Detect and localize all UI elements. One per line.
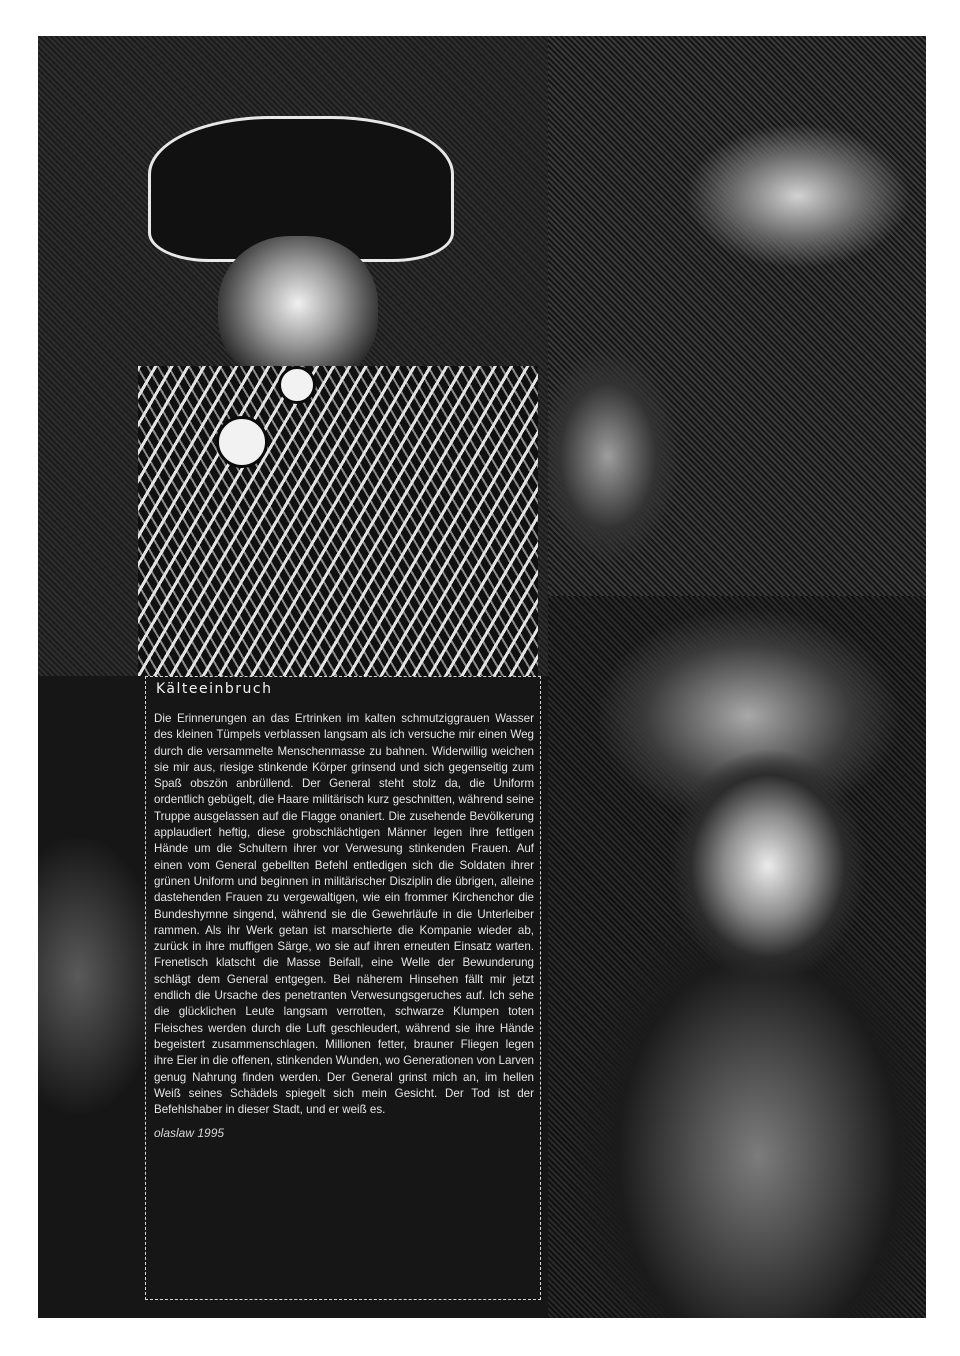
medal-icon [278, 366, 316, 404]
officer-uniform [138, 366, 538, 676]
general-photo [38, 36, 548, 676]
officer-face [218, 236, 378, 386]
photo-collage [38, 36, 926, 1318]
article-credit: olaslaw 1995 [154, 1126, 225, 1141]
article-title: Kälteeinbruch [156, 681, 273, 697]
medal-icon [216, 416, 268, 468]
soldier-photo [548, 596, 926, 1318]
article-body: Die Erinnerungen an das Ertrinken im kalten schmutziggrauen Wasser des kleinen Tümpels verblassen langsam als ich versuche mir einen Weg durch die versammelte Menschenmasse zu bahnen. Widerwillig weichen sie mir aus, riesige stinkende Körper grinsend und sich gegenseitig zum Spaß obszön anbrüllend. Der General steht stolz da, die Uniform ordentlich gebügelt, die Haare militärisch kurz geschnitten, während seine Truppe ausgelassen auf die Flagge onaniert. Die zusehende Bevölkerung applaudiert heftig, diese grobschlächtigen Männer legen ihre fettigen Hände um die Schultern ihrer vor Verwesung stinkenden Frauen. Auf einen vom General gebellten Befehl entledigen sich die Soldaten ihrer grünen Uniform und beginnen in militärischer Disziplin die übrigen, alleine dastehenden Frauen zu vergewaltigen, wie ein frommer Kirchenchor die Bundeshymne singend, während sie die Gewehrläufe in die Unterleiber rammen. Als ihr Werk getan ist marschierte die Kompanie wieder ab, zurück in ihre muffigen Särge, wo sie auf ihren erneuten Einsatz warten. Frenetisch klatscht die Masse Beifall, eine Welle der Bewunderung schlägt dem General entgegen. Bei näherem Hinsehen fällt mir jetzt endlich die Ursache des penetranten Verwesungsgeruches auf. Ich sehe die glücklichen Leute langsam verrotten, schwarze Klumpen toten Fleisches werden durch die Luft geschleudert, während sie ihre Hände begeistert zusammenschlagen. Millionen fetter, brauner Fliegen legen ihre Eier in die offenen, stinkenden Wunden, wo Generationen von Larven genug Nahrung finden werden. Der General grinst mich an, im hellen Weiß seines Schädels spiegelt sich mein Gesicht. Der Tod ist der Befehlshaber in dieser Stadt, und er weiß es. [154, 712, 534, 1117]
crowd-photo [548, 36, 926, 596]
article-box [145, 676, 541, 1300]
